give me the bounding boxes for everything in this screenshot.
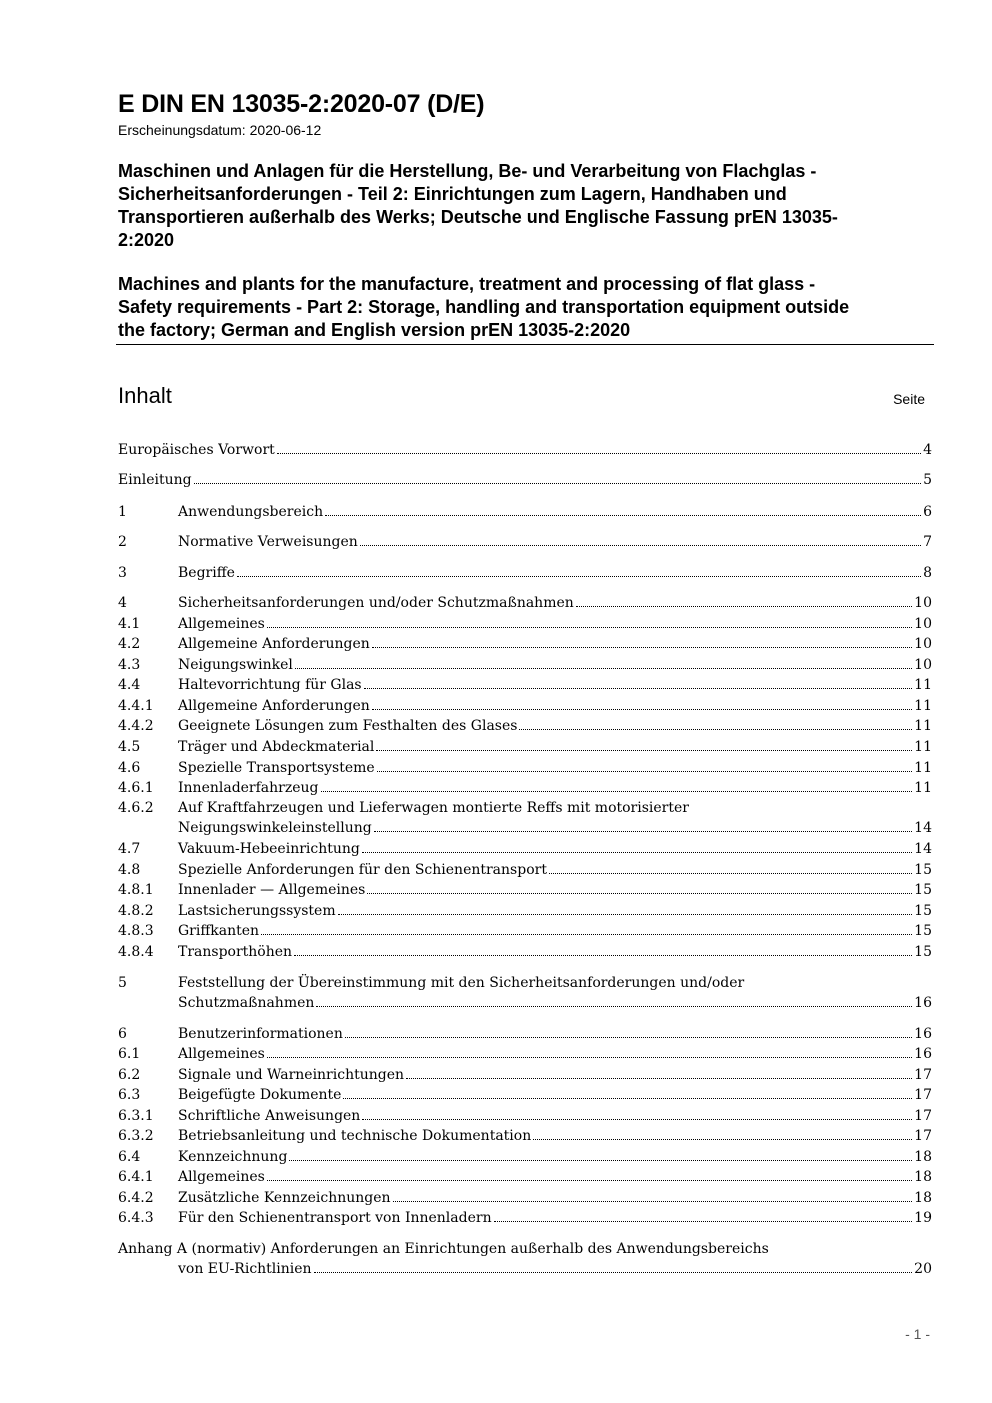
toc-entry-line [178,778,932,798]
toc-entry[interactable] [118,655,932,675]
toc-entry-number: 6.3.1 [118,1108,154,1124]
toc-entry-page: 17 [914,1128,932,1144]
toc-entry-page: 11 [914,780,932,796]
toc-entry-number: 6.4.3 [118,1210,154,1226]
toc-entry-title: Europäisches Vorwort [118,442,275,458]
toc-entry-page: 18 [914,1190,932,1206]
toc-entry[interactable] [118,675,932,695]
toc-entry-line [178,1024,932,1044]
toc-entry-number: 4.4.2 [118,718,154,734]
toc-dot-leader [261,921,912,935]
toc-entry-line [178,921,932,941]
toc-entry-page: 8 [923,565,932,581]
toc-entry-page: 16 [914,995,932,1011]
toc-entry[interactable] [118,440,932,460]
toc-entry-number: 4 [118,595,127,611]
toc-dot-leader [374,818,912,832]
toc-heading: Inhalt [118,383,172,408]
toc-entry-page: 11 [914,698,932,714]
toc-entry-title: Beigefügte Dokumente [178,1087,342,1103]
toc-entry-number: 6.2 [118,1067,141,1083]
toc-entry-page: 18 [914,1149,932,1165]
toc-entry[interactable] [118,993,932,1013]
toc-entry-line [178,839,932,859]
toc-entry-line [178,860,932,880]
title-english-line: the factory; German and English version prEN 13035-2:2020 [118,320,631,340]
toc-entry-line [178,818,932,838]
toc-dot-leader [321,778,913,792]
toc-entry-line [178,532,932,552]
title-german-line: Maschinen und Anlagen für die Herstellung, Be- und Verarbeitung von Flachglas - [118,161,817,181]
toc-entry[interactable] [118,1208,932,1228]
toc-entry-number: 6.4.1 [118,1169,154,1185]
toc-entry-title: Allgemeines [178,1046,265,1062]
toc-entry-page: 10 [914,616,932,632]
toc-dot-leader [533,1126,912,1140]
toc-entry-page: 15 [914,944,932,960]
toc-entry-title: Anwendungsbereich [178,504,324,520]
toc-entry-title: Für den Schienentransport von Innenladern [178,1210,492,1226]
toc-entry-first-line [118,973,932,993]
toc-entry-line [178,716,932,736]
toc-entry-title: Allgemeines [178,1169,265,1185]
toc-entry-title: Benutzerinformationen [178,1026,343,1042]
toc-entry-line [118,470,932,490]
toc-entry-page: 17 [914,1067,932,1083]
toc-entry-title: Kennzeichnung [178,1149,288,1165]
toc-entry-number: 4.7 [118,841,141,857]
toc-entry-page: 15 [914,862,932,878]
toc-entry-number: 4.3 [118,657,141,673]
toc-entry-line [178,737,932,757]
toc-entry-number: 6 [118,1026,127,1042]
toc-entry-line [178,1106,932,1126]
toc-entry[interactable] [118,563,932,583]
toc-entry-page: 17 [914,1087,932,1103]
toc-entry-page: 19 [914,1210,932,1226]
toc-entry-line [178,1085,932,1105]
toc-dot-leader [360,532,921,546]
toc-entry-number: 4.8.3 [118,923,154,939]
toc-entry-page: 15 [914,923,932,939]
toc-entry[interactable] [118,778,932,798]
toc-entry[interactable] [118,696,932,716]
toc-entry-line [178,1126,932,1146]
toc-entry[interactable] [118,921,932,941]
toc-entry[interactable] [118,502,932,522]
toc-dot-leader [519,716,912,730]
toc-entry-title: Allgemeine Anforderungen [178,698,370,714]
toc-entry-number: 4.6 [118,760,141,776]
toc-dot-leader [267,614,912,628]
publication-date-label: Erscheinungsdatum: [118,122,246,138]
toc-entry-title: Innenlader — Allgemeines [178,882,366,898]
toc-entry-first-line [118,1239,932,1259]
toc-entry-line [178,655,932,675]
toc-entry-title: Signale und Warneinrichtungen [178,1067,405,1083]
toc-entry-page: 17 [914,1108,932,1124]
toc-entry-line [178,502,932,522]
toc-entry-page: 7 [923,534,932,550]
toc-entry-page: 16 [914,1026,932,1042]
toc-entry-line [178,1065,932,1085]
toc-dot-leader [549,860,912,874]
toc-dot-leader [364,675,913,689]
toc-entry-page: 10 [914,595,932,611]
toc-dot-leader [377,758,912,772]
toc-dot-leader [367,880,912,894]
toc-entry-line [178,1167,932,1187]
toc-entry-line [178,1188,932,1208]
toc-dot-leader [237,563,921,577]
title-german-line: Transportieren außerhalb des Werks; Deutsche und Englische Fassung prEN 13035- [118,207,838,227]
title-german-line: 2:2020 [118,230,175,250]
toc-entry-line [178,1259,932,1279]
toc-entry-first-line [118,798,932,818]
toc-entry-title: Allgemeine Anforderungen [178,636,370,652]
toc-entry[interactable] [118,758,932,778]
toc-entry-title: Begriffe [178,565,235,581]
toc-entry[interactable] [118,1188,932,1208]
toc-dot-leader [289,1147,912,1161]
toc-entry-number: 1 [118,504,127,520]
toc-entry[interactable] [118,470,932,490]
toc-entry[interactable] [118,860,932,880]
toc-entry-title: Träger und Abdeckmaterial [178,739,375,755]
toc-dot-leader [362,839,912,853]
toc-entry-line [178,1147,932,1167]
toc-dot-leader [325,502,921,516]
toc-dot-leader [393,1188,913,1202]
toc-entry[interactable] [118,1147,932,1167]
toc-entry[interactable] [118,1085,932,1105]
toc-entry[interactable] [118,942,932,962]
toc-entry[interactable] [118,1106,932,1126]
title-english-line: Machines and plants for the manufacture, treatment and processing of flat glass - [118,274,816,294]
toc-entry-title: Auf Kraftfahrzeugen und Lieferwagen montierte Reffs mit motorisierter [178,800,689,816]
toc-entry-line [178,634,932,654]
toc-entry[interactable] [118,614,932,634]
toc-dot-leader [362,1106,912,1120]
toc-entry[interactable] [118,839,932,859]
toc-entry-page: 11 [914,739,932,755]
toc-entry[interactable] [118,737,932,757]
toc-entry-title: Haltevorrichtung für Glas [178,677,362,693]
title-english [118,273,934,342]
toc-entry-page: 10 [914,657,932,673]
title-german [118,160,934,252]
toc-entry-line [178,593,932,613]
toc-entry[interactable] [118,1065,932,1085]
toc-entry-page: 6 [923,504,932,520]
toc-entry-line [178,942,932,962]
toc-entry-line [178,880,932,900]
toc-entry-number: 4.4 [118,677,141,693]
toc-entry[interactable] [118,1126,932,1146]
toc-dot-leader [194,470,922,484]
toc-entry-line [178,696,932,716]
toc-dot-leader [376,737,912,751]
toc-entry[interactable] [118,1167,932,1187]
toc-entry-line [178,563,932,583]
toc-entry-title: Neigungswinkel [178,657,293,673]
toc-entry-page: 20 [914,1261,932,1277]
toc-entry-title: Anhang A (normativ) Anforderungen an Einrichtungen außerhalb des Anwendungsbereichs [118,1241,769,1257]
toc-entry-page: 11 [914,718,932,734]
toc-entry-number: 6.4 [118,1149,141,1165]
toc-entry-page: 18 [914,1169,932,1185]
toc-dot-leader [406,1065,912,1079]
toc-entry-title: Lastsicherungssystem [178,903,336,919]
toc-entry-line [178,758,932,778]
toc-entry-line [178,993,932,1013]
toc-entry-title: Betriebsanleitung und technische Dokumentation [178,1128,532,1144]
toc-entry-page: 10 [914,636,932,652]
publication-date-value: 2020-06-12 [249,122,322,138]
toc-entry-number: 4.6.2 [118,800,154,816]
toc-dot-leader [295,655,912,669]
toc-entry-title: Neigungswinkeleinstellung [178,820,372,836]
toc-dot-leader [294,942,912,956]
toc-entry[interactable] [118,593,932,613]
toc-entry-number: 4.6.1 [118,780,154,796]
toc-dot-leader [316,993,912,1007]
toc-entry[interactable] [118,818,932,838]
toc-entry-title: Griffkanten [178,923,260,939]
toc-entry-title: Geeignete Lösungen zum Festhalten des Glases [178,718,518,734]
toc-entry-number: 4.8.4 [118,944,154,960]
toc-entry[interactable] [118,634,932,654]
toc-entry-line [178,614,932,634]
toc-dot-leader [267,1167,912,1181]
publication-date [118,122,325,138]
toc-entry[interactable] [118,716,932,736]
toc-entry-number: 4.8.2 [118,903,154,919]
toc-dot-leader [372,696,912,710]
toc-entry-number: 6.4.2 [118,1190,154,1206]
toc-entry-line [178,1208,932,1228]
toc-entry[interactable] [118,1259,932,1279]
toc-entry-number: 4.4.1 [118,698,154,714]
toc-entry-title: Schriftliche Anweisungen [178,1108,361,1124]
toc-entry-line [178,901,932,921]
toc-dot-leader [338,901,913,915]
toc-entry-number: 5 [118,975,127,991]
toc-entry-page: 16 [914,1046,932,1062]
toc-entry-title: Transporthöhen [178,944,293,960]
title-german-line: Sicherheitsanforderungen - Teil 2: Einrichtungen zum Lagern, Handhaben und [118,184,787,204]
toc-entry-title: Allgemeines [178,616,265,632]
toc-entry[interactable] [118,1044,932,1064]
toc-entry-page: 4 [923,442,932,458]
toc-entry-page: 11 [914,760,932,776]
toc-entry[interactable] [118,880,932,900]
toc-entry-page: 14 [914,841,932,857]
toc-entry-number: 4.2 [118,636,141,652]
toc-entry-page: 15 [914,882,932,898]
toc-dot-leader [494,1208,913,1222]
toc-entry[interactable] [118,901,932,921]
toc-entry-title: Zusätzliche Kennzeichnungen [178,1190,391,1206]
toc-entry-page: 14 [914,820,932,836]
toc-entry-line [178,1044,932,1064]
toc-entry-title: Innenladerfahrzeug [178,780,319,796]
toc-entry-line [178,675,932,695]
toc-entry-number: 6.1 [118,1046,141,1062]
toc-entry-title: Sicherheitsanforderungen und/oder Schutzmaßnahmen [178,595,574,611]
toc-entry-title: Vakuum-Hebeeinrichtung [178,841,360,857]
toc-entry-number: 4.8.1 [118,882,154,898]
page-number: - 1 - [905,1326,930,1342]
toc-entry-number: 4.8 [118,862,141,878]
toc-entry-title: Spezielle Anforderungen für den Schienentransport [178,862,547,878]
toc-entry-number: 6.3 [118,1087,141,1103]
toc-dot-leader [267,1044,912,1058]
toc-entry-title: Einleitung [118,472,192,488]
document-id: E DIN EN 13035-2:2020-07 (D/E) [118,90,485,118]
toc-dot-leader [345,1024,912,1038]
toc-dot-leader [576,593,912,607]
title-divider [116,344,934,345]
toc-entry-title: Feststellung der Übereinstimmung mit den Sicherheitsanforderungen und/oder [178,975,745,991]
toc-entry-title: Schutzmaßnahmen [178,995,315,1011]
toc-entry-title: Spezielle Transportsysteme [178,760,375,776]
toc-entry-number: 3 [118,565,127,581]
toc-dot-leader [372,634,912,648]
toc-page-column-label: Seite [893,391,925,407]
toc-entry-number: 6.3.2 [118,1128,154,1144]
toc-dot-leader [314,1259,913,1273]
toc-entry-title: von EU-Richtlinien [178,1261,312,1277]
toc-dot-leader [277,440,921,454]
toc-entry-number: 4.1 [118,616,141,632]
toc-entry-page: 5 [923,472,932,488]
toc-entry-title: Normative Verweisungen [178,534,358,550]
title-english-line: Safety requirements - Part 2: Storage, handling and transportation equipment outside [118,297,850,317]
toc-entry-number: 2 [118,534,127,550]
toc-entry-line [118,440,932,460]
toc-entry-number: 4.5 [118,739,141,755]
toc-entry-page: 11 [914,677,932,693]
toc-entry[interactable] [118,532,932,552]
toc-entry-page: 15 [914,903,932,919]
toc-entry[interactable] [118,1024,932,1044]
toc-dot-leader [343,1085,912,1099]
